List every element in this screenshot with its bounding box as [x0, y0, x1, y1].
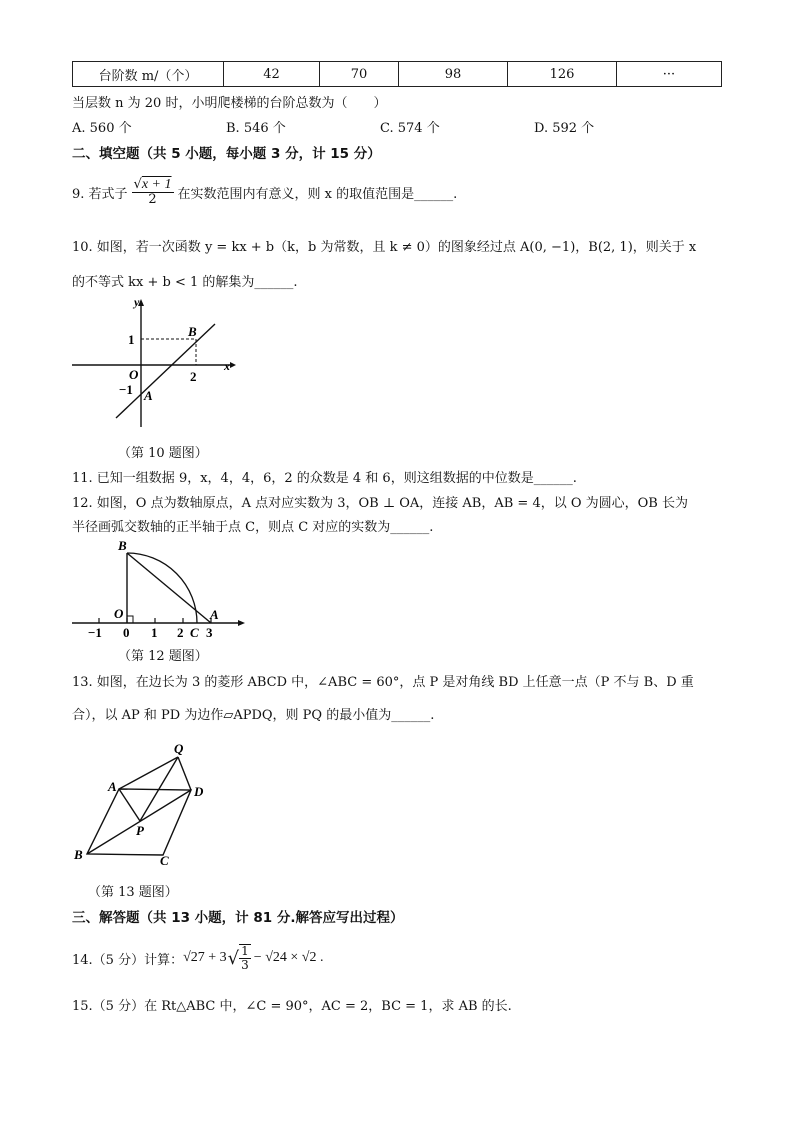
- q13-line2: 合），以 AP 和 PD 为边作▱APDQ，则 PQ 的最小值为______.: [72, 708, 435, 723]
- q14-part1: √27 + 3: [183, 950, 227, 965]
- q10-line2: 的不等式 kx + b < 1 的解集为______.: [72, 275, 298, 290]
- q13-figure: [70, 735, 220, 875]
- label-neg1: −1: [119, 382, 133, 397]
- label-A: A: [144, 388, 153, 403]
- tick-3: 3: [206, 625, 213, 640]
- label-C: C: [190, 625, 199, 640]
- tick-neg1: −1: [88, 625, 102, 640]
- q10-caption: （第 10 题图）: [118, 446, 208, 461]
- label-y: y: [134, 295, 140, 309]
- steps-table: [72, 61, 722, 87]
- label-O: O: [129, 367, 139, 382]
- option-d: D. 592 个: [534, 121, 595, 136]
- label-B: B: [188, 324, 197, 339]
- q8-stem: 当层数 n 为 20 时，小明爬楼梯的台阶总数为（ ）: [72, 96, 387, 111]
- q10-line1: 10. 如图，若一次函数 y = kx + b（k，b 为常数，且 k ≠ 0）的图象经过点 A(0, −1)，B(2, 1)，则关于 x: [72, 240, 697, 255]
- tick-2: 2: [177, 625, 184, 640]
- table-header-cell: 台阶数 m/（个）: [73, 62, 224, 87]
- q12-figure: [70, 535, 248, 645]
- q13-line1: 13. 如图，在边长为 3 的菱形 ABCD 中，∠ABC = 60°，点 P 是对角线 BD 上任意一点（P 不与 B、D 重: [72, 675, 694, 690]
- right-angle-mark: [127, 616, 133, 623]
- tick-1: 1: [151, 625, 158, 640]
- option-a: A. 560 个: [72, 121, 132, 136]
- q12-line1: 12. 如图，O 点为数轴原点，A 点对应实数为 3，OB ⊥ OA，连接 AB，AB = 4，以 O 为圆心，OB 长为: [72, 496, 688, 511]
- label-Q: Q: [174, 741, 184, 756]
- q14-frac-den: 3: [241, 958, 249, 972]
- table-row: [73, 62, 722, 87]
- label-B: B: [118, 538, 127, 553]
- q9-suffix: 在实数范围内有意义，则 x 的取值范围是______.: [177, 186, 458, 202]
- q9-denominator: 2: [148, 192, 157, 208]
- q14-part2: − √24 × √2 .: [253, 950, 324, 965]
- q12-line2: 半径画弧交数轴的正半轴于点 C，则点 C 对应的实数为______.: [72, 520, 434, 535]
- tick-0: 0: [123, 625, 130, 640]
- q9-numerator: √x + 1: [133, 176, 172, 192]
- table-cell: 126: [508, 62, 617, 87]
- label-1: 1: [128, 332, 135, 347]
- x-axis-arrow-icon: [230, 362, 236, 368]
- table-cell: 98: [399, 62, 508, 87]
- label-A: A: [210, 607, 219, 622]
- question-14: [72, 940, 323, 976]
- label-D: D: [194, 784, 204, 799]
- question-11: 11. 已知一组数据 9，x，4，4，6，2 的众数是 4 和 6，则这组数据的中位数是______.: [72, 471, 577, 486]
- q10-figure: [70, 292, 240, 432]
- q12-caption: （第 12 题图）: [118, 649, 208, 664]
- label-C: C: [160, 853, 169, 868]
- q9-prefix: 9. 若式子: [72, 186, 128, 202]
- section-2-heading: 二、填空题（共 5 小题，每小题 3 分，计 15 分）: [72, 146, 381, 162]
- sqrt-icon: √: [227, 947, 240, 969]
- q14-frac-num: 1: [241, 943, 249, 958]
- label-B: B: [74, 847, 83, 862]
- number-line-arrow-icon: [238, 620, 245, 626]
- question-15: 15.（5 分）在 Rt△ABC 中，∠C = 90°，AC = 2，BC = 1，求 AB 的长.: [72, 999, 512, 1014]
- label-P: P: [136, 823, 144, 838]
- q14-fraction: [239, 944, 251, 972]
- option-c: C. 574 个: [380, 121, 440, 136]
- arc-BC: [127, 553, 197, 623]
- table-cell: ···: [617, 62, 722, 87]
- label-O: O: [114, 606, 124, 621]
- label-A: A: [108, 779, 117, 794]
- table-cell: 70: [320, 62, 399, 87]
- segment-AB: [127, 553, 211, 623]
- label-x: x: [224, 359, 230, 373]
- section-3-heading: 三、解答题（共 13 小题，计 81 分.解答应写出过程）: [72, 910, 404, 926]
- table-cell: 42: [224, 62, 320, 87]
- q13-caption: （第 13 题图）: [88, 885, 178, 900]
- q14-prefix: 14.（5 分）计算：: [72, 952, 184, 968]
- question-9: [72, 172, 457, 212]
- q9-radicand: x + 1: [141, 176, 172, 192]
- q9-fraction: [132, 177, 174, 208]
- option-b: B. 546 个: [226, 121, 286, 136]
- label-2: 2: [190, 369, 197, 384]
